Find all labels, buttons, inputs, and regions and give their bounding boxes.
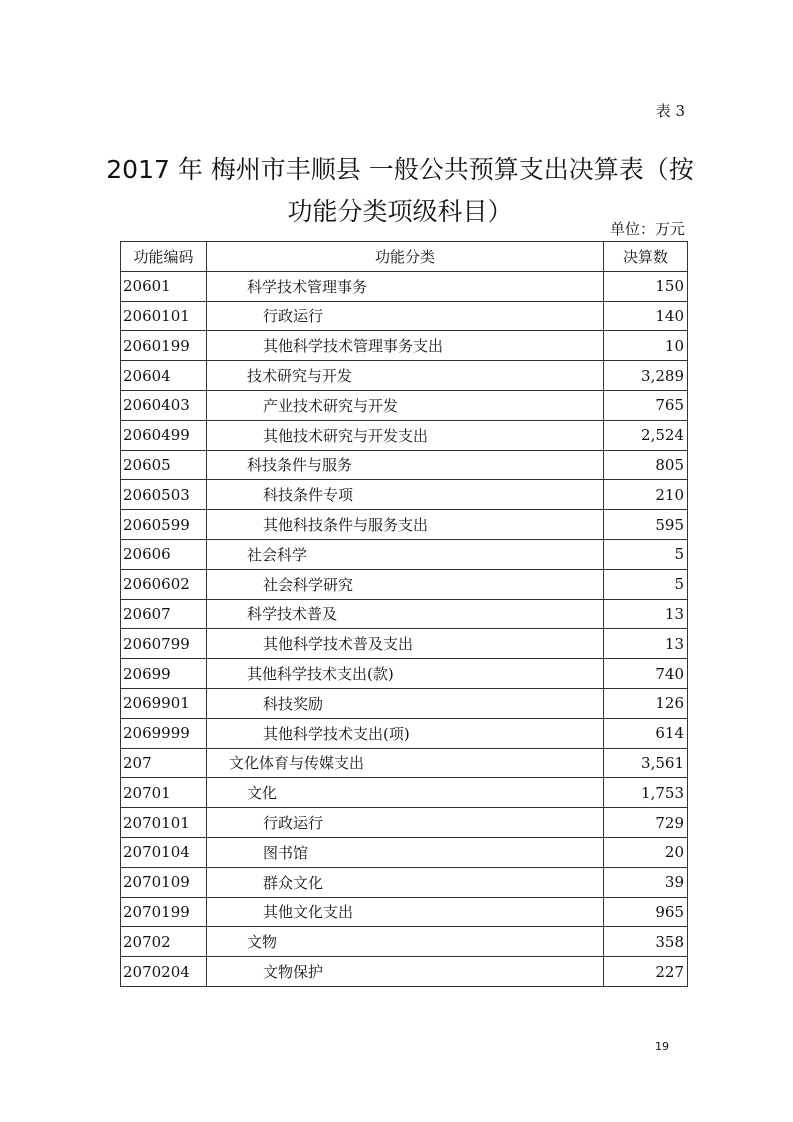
function-code-cell: 20604: [121, 361, 207, 391]
final-amount-cell: 13: [604, 629, 688, 659]
function-category-cell: 图书馆: [207, 837, 604, 867]
function-code-cell: 20606: [121, 539, 207, 569]
function-category-cell: 其他技术研究与开发支出: [207, 420, 604, 450]
final-amount-cell: 805: [604, 450, 688, 480]
function-category-cell: 技术研究与开发: [207, 361, 604, 391]
table-row: [121, 480, 688, 510]
final-amount-cell: 614: [604, 718, 688, 748]
function-code-cell: 2060503: [121, 480, 207, 510]
final-amount-cell: 765: [604, 390, 688, 420]
function-category-cell: 其他科学技术普及支出: [207, 629, 604, 659]
table-row: [121, 390, 688, 420]
final-amount-cell: 210: [604, 480, 688, 510]
function-category-cell: 行政运行: [207, 301, 604, 331]
function-category-cell: 文化体育与传媒支出: [207, 748, 604, 778]
table-row: [121, 748, 688, 778]
final-amount-cell: 10: [604, 331, 688, 361]
function-code-cell: 2060499: [121, 420, 207, 450]
final-amount-cell: 5: [604, 569, 688, 599]
final-amount-cell: 20: [604, 837, 688, 867]
function-category-cell: 科学技术管理事务: [207, 271, 604, 301]
function-code-cell: 2060602: [121, 569, 207, 599]
table-row: [121, 718, 688, 748]
function-category-cell: 科技条件专项: [207, 480, 604, 510]
function-category-cell: 其他科学技术支出(款): [207, 659, 604, 689]
table-row: [121, 539, 688, 569]
table-body: [121, 271, 688, 986]
final-amount-cell: 1,753: [604, 778, 688, 808]
function-category-cell: 其他科技条件与服务支出: [207, 510, 604, 540]
unit-label: 单位：万元: [609, 220, 685, 238]
function-code-cell: 20607: [121, 599, 207, 629]
function-code-cell: 2070101: [121, 808, 207, 838]
function-code-cell: 20702: [121, 927, 207, 957]
function-category-cell: 社会科学研究: [207, 569, 604, 599]
final-amount-cell: 140: [604, 301, 688, 331]
function-code-cell: 20699: [121, 659, 207, 689]
table-row: [121, 867, 688, 897]
function-code-cell: 20701: [121, 778, 207, 808]
table-row: [121, 659, 688, 689]
function-code-cell: 2070109: [121, 867, 207, 897]
function-code-cell: 2060199: [121, 331, 207, 361]
function-category-cell: 行政运行: [207, 808, 604, 838]
final-amount-cell: 5: [604, 539, 688, 569]
function-category-cell: 科技条件与服务: [207, 450, 604, 480]
page-number: 19: [655, 1040, 669, 1053]
function-category-cell: 科学技术普及: [207, 599, 604, 629]
function-code-cell: 2060101: [121, 301, 207, 331]
table-row: [121, 778, 688, 808]
final-amount-cell: 13: [604, 599, 688, 629]
function-code-cell: 207: [121, 748, 207, 778]
function-category-cell: 其他科学技术支出(项): [207, 718, 604, 748]
final-amount-cell: 3,289: [604, 361, 688, 391]
final-amount-cell: 965: [604, 897, 688, 927]
function-code-cell: 2069999: [121, 718, 207, 748]
final-amount-cell: 3,561: [604, 748, 688, 778]
table-row: [121, 301, 688, 331]
function-category-cell: 科技奖励: [207, 688, 604, 718]
table-row: [121, 688, 688, 718]
final-amount-cell: 150: [604, 271, 688, 301]
function-code-cell: 20605: [121, 450, 207, 480]
table-header-row: [121, 242, 688, 272]
function-code-cell: 2070204: [121, 957, 207, 987]
function-code-cell: 2069901: [121, 688, 207, 718]
column-header-category: 功能分类: [207, 242, 604, 272]
final-amount-cell: 39: [604, 867, 688, 897]
final-amount-cell: 595: [604, 510, 688, 540]
function-category-cell: 其他文化支出: [207, 897, 604, 927]
page-title: 2017 年 梅州市丰顺县 一般公共预算支出决算表（按功能分类项级科目）: [106, 154, 694, 226]
column-header-amount: 决算数: [604, 242, 688, 272]
table-row: [121, 510, 688, 540]
table-row: [121, 837, 688, 867]
function-category-cell: 文化: [207, 778, 604, 808]
table-row: [121, 957, 688, 987]
final-amount-cell: 358: [604, 927, 688, 957]
function-category-cell: 其他科学技术管理事务支出: [207, 331, 604, 361]
table-row: [121, 629, 688, 659]
table-row: [121, 420, 688, 450]
function-category-cell: 社会科学: [207, 539, 604, 569]
function-code-cell: 20601: [121, 271, 207, 301]
table-row: [121, 599, 688, 629]
final-amount-cell: 126: [604, 688, 688, 718]
table-row: [121, 808, 688, 838]
budget-table: [120, 241, 688, 987]
table-row: [121, 271, 688, 301]
table-row: [121, 927, 688, 957]
table-row: [121, 361, 688, 391]
function-code-cell: 2070104: [121, 837, 207, 867]
function-code-cell: 2070199: [121, 897, 207, 927]
final-amount-cell: 227: [604, 957, 688, 987]
table-row: [121, 569, 688, 599]
function-category-cell: 文物保护: [207, 957, 604, 987]
table-row: [121, 897, 688, 927]
function-category-cell: 群众文化: [207, 867, 604, 897]
function-category-cell: 文物: [207, 927, 604, 957]
function-code-cell: 2060799: [121, 629, 207, 659]
function-code-cell: 2060403: [121, 390, 207, 420]
column-header-code: 功能编码: [121, 242, 207, 272]
table-tag: 表 3: [655, 102, 685, 120]
final-amount-cell: 740: [604, 659, 688, 689]
table-row: [121, 331, 688, 361]
final-amount-cell: 729: [604, 808, 688, 838]
function-code-cell: 2060599: [121, 510, 207, 540]
final-amount-cell: 2,524: [604, 420, 688, 450]
function-category-cell: 产业技术研究与开发: [207, 390, 604, 420]
table-row: [121, 450, 688, 480]
